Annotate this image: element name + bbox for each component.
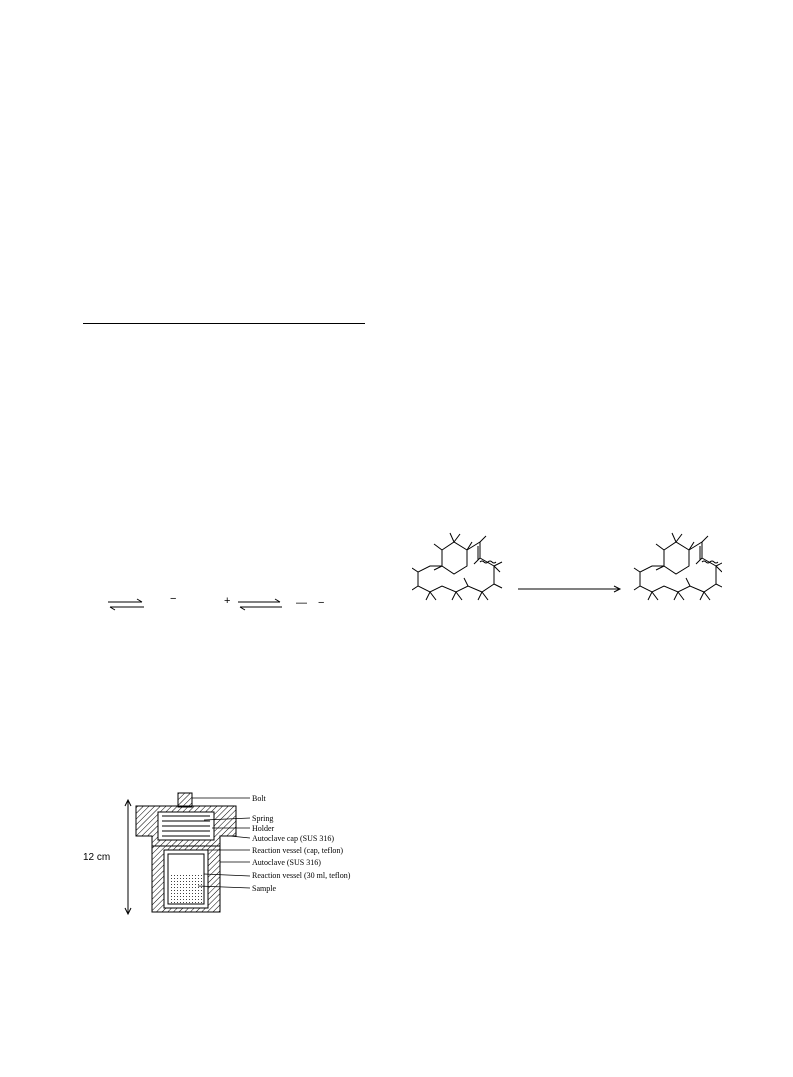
- dash-2: −: [318, 597, 325, 609]
- section-rule: [83, 323, 365, 324]
- right-arrow-icon: [518, 586, 620, 592]
- dimension-label: 12 cm: [83, 852, 111, 863]
- plus-sign: +: [224, 595, 231, 607]
- label-autoclave-cap: Autoclave cap (SUS 316): [252, 834, 334, 843]
- label-holder: Holder: [252, 824, 275, 833]
- reaction-scheme-svg: [412, 528, 722, 628]
- equilibrium-arrows-2: [236, 598, 284, 612]
- sample-fill: [169, 874, 203, 903]
- dash-1: —: [296, 597, 307, 609]
- label-bolt: Bolt: [252, 794, 266, 803]
- autoclave-drawing: [80, 790, 380, 930]
- label-reaction-vessel: Reaction vessel (30 ml, teflon): [252, 871, 351, 880]
- equilibrium-arrows-1: [106, 598, 146, 612]
- reaction-scheme: [412, 528, 722, 628]
- reactant-structure: [412, 533, 502, 600]
- label-spring: Spring: [252, 814, 274, 823]
- label-autoclave: Autoclave (SUS 316): [252, 858, 321, 867]
- label-sample: Sample: [252, 884, 276, 893]
- bolt-part: [178, 793, 192, 807]
- autoclave-figure: [80, 790, 380, 930]
- dimension-arrow: [125, 800, 131, 914]
- label-reaction-vessel-cap: Reaction vessel (cap, teflon): [252, 846, 344, 855]
- minus-sign: −: [170, 593, 177, 605]
- product-structure: [634, 533, 722, 600]
- equilibrium-equation: [100, 592, 340, 616]
